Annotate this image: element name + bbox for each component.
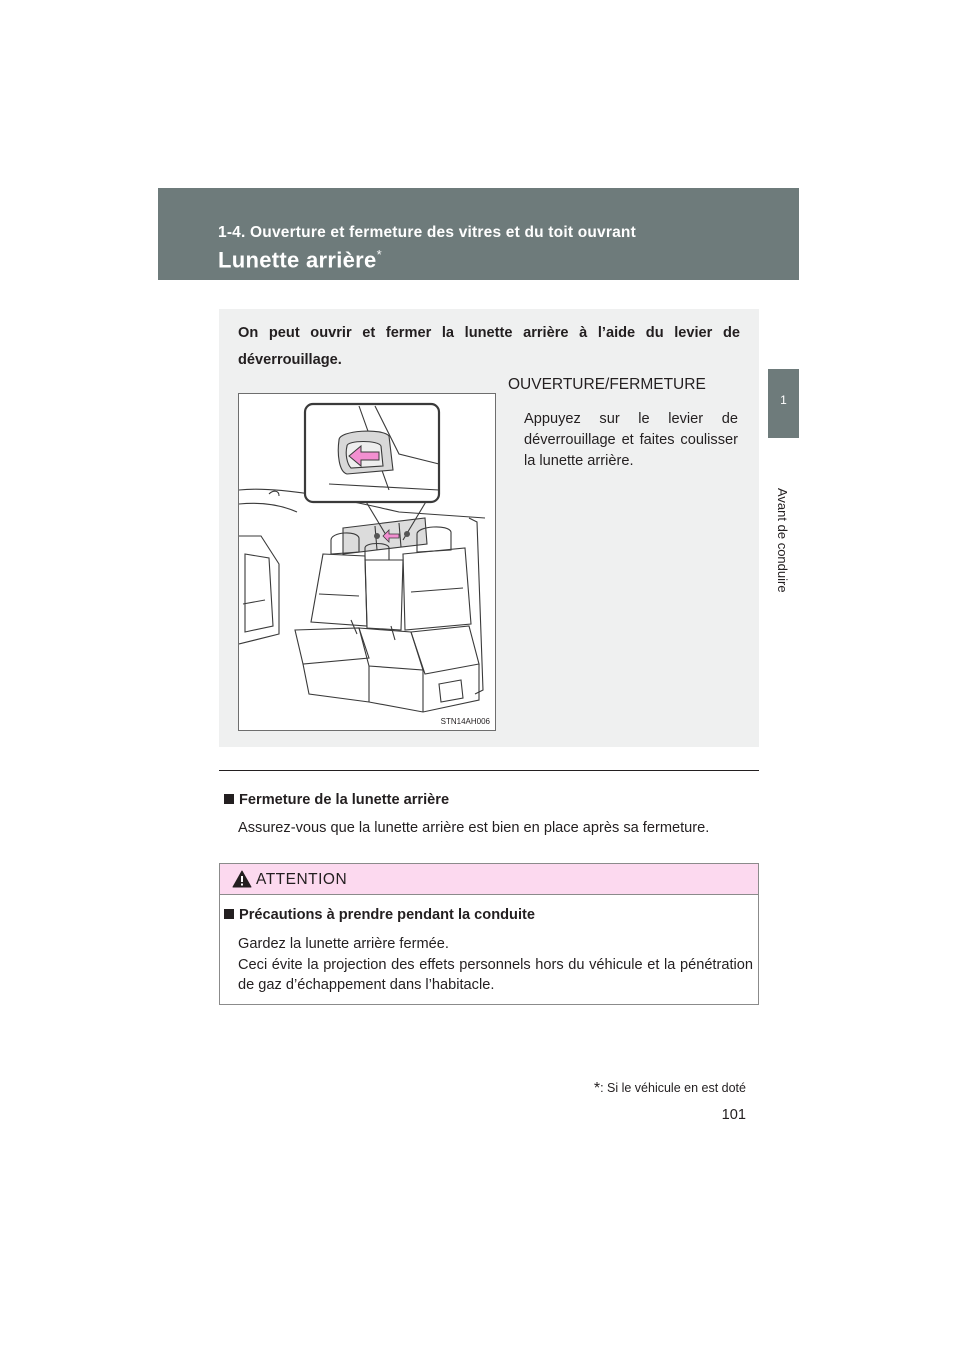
caution-heading (224, 907, 535, 923)
page-title (218, 247, 382, 273)
operation-title: OUVERTURE/FERMETURE (508, 376, 706, 393)
chapter-label: Avant de conduire (775, 488, 790, 593)
caution-text (238, 934, 753, 996)
section-divider (219, 770, 759, 771)
rear-seat-diagram (239, 394, 495, 730)
caution-line-1: Gardez la lunette arrière fermée. (238, 936, 449, 952)
page-number: 101 (721, 1107, 746, 1123)
section-label: 1-4. Ouverture et fermeture des vitres et du toit ouvrant (218, 224, 636, 241)
page-title-text: Lunette arrière (218, 247, 377, 273)
intro-text: On peut ouvrir et fermer la lunette arrière à l’aide du levier de déverrouillage. (238, 325, 740, 368)
caution-heading-text: Précautions à prendre pendant la conduite (239, 907, 535, 923)
bullet-square-icon (224, 909, 234, 919)
operation-text: Appuyez sur le levier de déverrouillage et faites coulisser la lunette arrière. (524, 411, 738, 469)
footnote (580, 1080, 746, 1098)
footnote-text: : Si le véhicule en est doté (600, 1081, 746, 1095)
illustration-code: STN14AH006 (440, 717, 490, 726)
bullet-square-icon (224, 794, 234, 804)
caution-line-2: Ceci évite la projection des effets personnels hors du véhicule et la pénétration de gaz d’échappement dans l’habitacle. (238, 956, 753, 993)
footnote-marker: * (593, 1080, 601, 1097)
chapter-number: 1 (780, 393, 787, 407)
asterisk-marker: * (376, 247, 382, 262)
warning-triangle-icon (232, 870, 252, 888)
caution-title: ATTENTION (256, 871, 348, 888)
chapter-label-wrap (775, 488, 791, 593)
note-heading (224, 792, 449, 808)
note-heading-text: Fermeture de la lunette arrière (239, 792, 450, 808)
rear-window-illustration (238, 393, 496, 731)
note-text: Assurez-vous que la lunette arrière est bien en place après sa fermeture. (238, 820, 710, 836)
